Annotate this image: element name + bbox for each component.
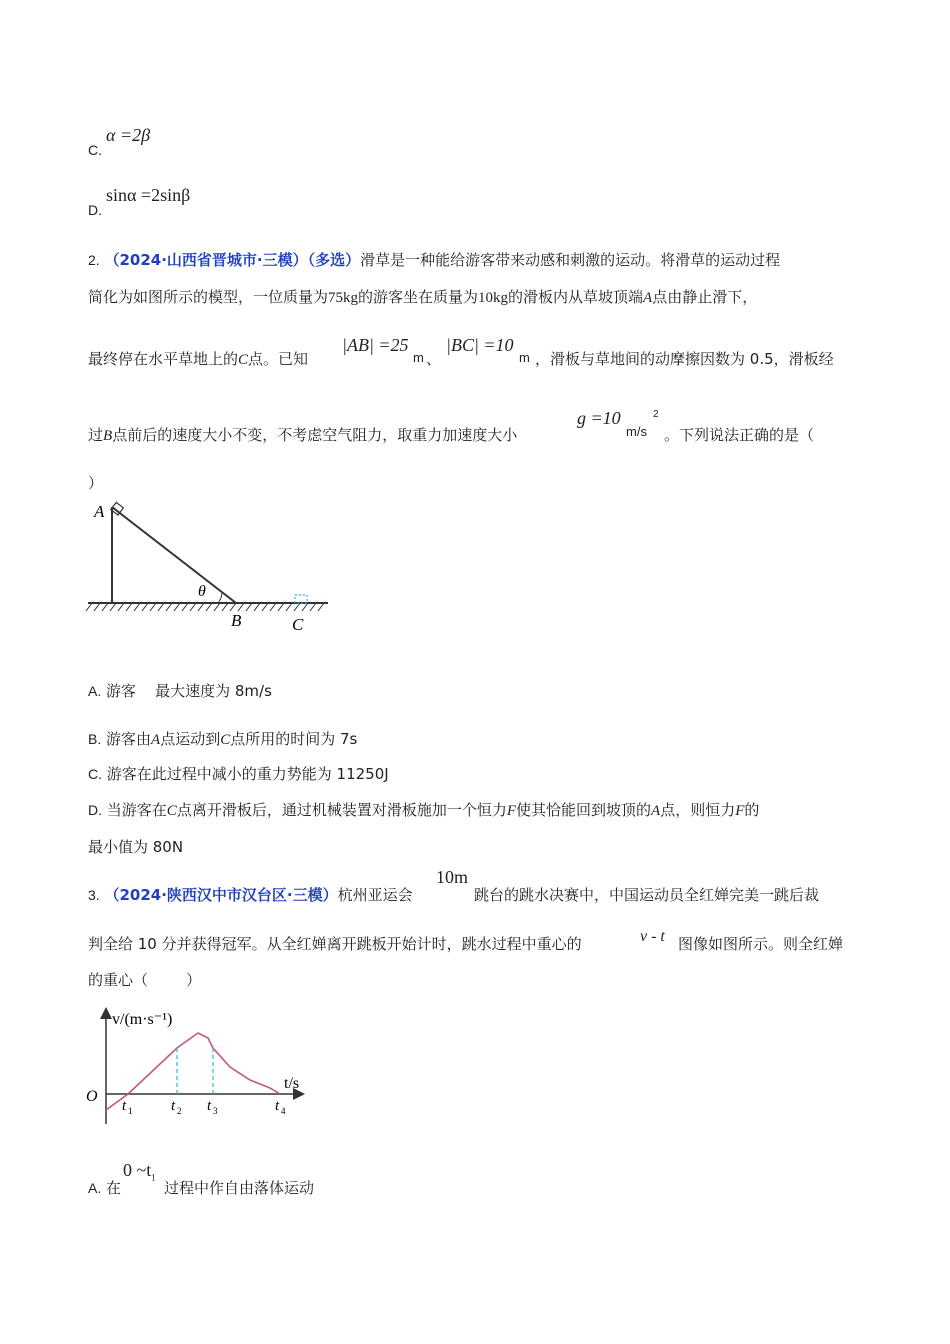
velocity-curve bbox=[106, 1033, 280, 1110]
interval-sub: 1 bbox=[151, 1172, 156, 1183]
label-b: B bbox=[231, 611, 242, 630]
x-axis-label: t/s bbox=[284, 1075, 300, 1092]
unit-g-exponent: 2 bbox=[653, 409, 659, 420]
text-span: C bbox=[166, 803, 177, 819]
question-2-line-4-text bbox=[88, 424, 517, 445]
slope-line bbox=[112, 507, 236, 603]
question-2-line-2 bbox=[88, 286, 757, 307]
option-label: A. bbox=[88, 683, 102, 699]
tick-t2-sub: 2 bbox=[177, 1106, 182, 1116]
tick-t1-sub: 1 bbox=[128, 1106, 133, 1116]
option-d-continuation: 最小值为 80N bbox=[88, 838, 184, 856]
question-3-line-2-head: 判全给 10 分并获得冠军。从全红婵离开跳板开始计时，跳水过程中重心的 bbox=[88, 935, 582, 953]
text-span: 点离开滑板后，通过机械装置对滑板施加一个恒力 bbox=[176, 801, 507, 819]
text-span: F bbox=[735, 803, 745, 819]
question-number: 3. bbox=[88, 887, 100, 903]
text-span: 最终停在水平草地上的 bbox=[88, 350, 239, 368]
label-a: A bbox=[94, 502, 105, 521]
question-2-line-3-text bbox=[88, 348, 308, 369]
y-axis-label: v/(m·s⁻¹) bbox=[112, 1011, 173, 1028]
incline-figure bbox=[80, 495, 340, 640]
separator: 、 bbox=[426, 350, 442, 368]
text-span: 杭州亚运会 bbox=[337, 886, 413, 904]
question-2-line-5: ） bbox=[88, 474, 104, 492]
text-span: B bbox=[103, 428, 113, 444]
g-formula: g =10 bbox=[577, 408, 621, 428]
ground-hatching bbox=[86, 603, 324, 611]
text-span: 点。已知 bbox=[248, 350, 309, 368]
question-3-line-1-head bbox=[88, 884, 413, 905]
tick-t2: t bbox=[171, 1098, 176, 1114]
option-text: 游客在此过程中减小的重力势能为 11250J bbox=[106, 765, 389, 783]
question-number: 2. bbox=[88, 252, 100, 268]
q3-option-a-head[interactable] bbox=[88, 1177, 121, 1198]
question-2-line-4-tail: 。下列说法正确的是（ bbox=[664, 426, 815, 444]
text-span: 过 bbox=[88, 426, 104, 444]
angle-arc bbox=[218, 592, 222, 603]
option-label: D. bbox=[88, 802, 102, 818]
label-c: C bbox=[292, 615, 304, 634]
text-span: 的游客坐在质量为 bbox=[358, 288, 479, 306]
question-2-line-3-tail: ，滑板与草地间的动摩擦因数为 0.5，滑板经 bbox=[535, 350, 834, 368]
option-c[interactable] bbox=[88, 763, 389, 784]
text-span: 使其恰能回到坡顶的 bbox=[516, 801, 652, 819]
tick-t4-sub: 4 bbox=[281, 1106, 286, 1116]
text-span: 点，则恒力 bbox=[660, 801, 736, 819]
text-span: C bbox=[238, 352, 249, 368]
position-c-marker bbox=[295, 595, 307, 603]
question-source: （2024·陕西汉中市汉台区·三模） bbox=[104, 886, 338, 904]
unit-g: m/s bbox=[626, 424, 647, 439]
option-d-formula: sinα =2sinβ bbox=[106, 185, 191, 205]
text-span: 简化为如图所示的模型，一位质量为 bbox=[88, 288, 329, 306]
interval-text: 0 ~t bbox=[123, 1160, 152, 1180]
text-span: C bbox=[220, 732, 231, 748]
question-3-line-2-tail: 图像如图所示。则全红婵 bbox=[678, 935, 844, 953]
text-span: 在 bbox=[106, 1179, 122, 1197]
option-text: 游客 最大速度为 8m/s bbox=[106, 682, 272, 700]
interval-formula bbox=[123, 1160, 156, 1183]
vt-graph bbox=[80, 1000, 320, 1130]
option-a[interactable] bbox=[88, 680, 272, 701]
height-formula: 10m bbox=[436, 867, 469, 887]
tick-t3: t bbox=[207, 1098, 212, 1114]
question-text: 滑草是一种能给游客带来动感和刺激的运动。将滑草的运动过程 bbox=[360, 251, 781, 269]
option-label: A. bbox=[88, 1180, 102, 1196]
question-3-line-1-tail: 跳台的跳水决赛中，中国运动员全红婵完美一跳后裁 bbox=[474, 886, 820, 904]
text-span: 当游客在 bbox=[106, 801, 167, 819]
bc-formula: |BC| =10 bbox=[446, 335, 514, 355]
text-span: 75kg bbox=[328, 290, 359, 306]
ab-formula: |AB| =25 bbox=[342, 335, 409, 355]
option-d-label: D. bbox=[88, 202, 102, 218]
option-c-label: C. bbox=[88, 142, 102, 158]
text-span: 游客由 bbox=[106, 730, 152, 748]
text-span: A bbox=[643, 290, 653, 306]
question-3-line-3: 的重心（ ） bbox=[88, 971, 202, 989]
tick-t1: t bbox=[122, 1098, 127, 1114]
text-span: 10kg bbox=[478, 290, 509, 306]
unit-m: m bbox=[413, 350, 424, 365]
text-span: 的 bbox=[744, 801, 760, 819]
text-span: A bbox=[651, 803, 661, 819]
question-2-line-1 bbox=[88, 249, 780, 270]
unit-m: m bbox=[519, 350, 530, 365]
option-label: C. bbox=[88, 766, 102, 782]
tick-t3-sub: 3 bbox=[213, 1106, 218, 1116]
text-span: F bbox=[506, 803, 516, 819]
option-d[interactable] bbox=[88, 799, 759, 820]
vt-formula: v - t bbox=[640, 928, 665, 945]
text-span: 的滑板内从草坡顶端 bbox=[508, 288, 644, 306]
origin-label: O bbox=[86, 1088, 98, 1105]
option-c-formula: α =2β bbox=[106, 125, 151, 145]
option-label: B. bbox=[88, 731, 102, 747]
text-span: 点运动到 bbox=[160, 730, 221, 748]
question-source: （2024·山西省晋城市·三模）（多选） bbox=[104, 251, 361, 269]
text-span: 点由静止滑下， bbox=[652, 288, 758, 306]
tick-t4: t bbox=[275, 1098, 280, 1114]
q3-option-a-tail: 过程中作自由落体运动 bbox=[164, 1179, 315, 1197]
text-span: 点所用的时间为 7s bbox=[230, 730, 358, 748]
text-span: 点前后的速度大小不变，不考虑空气阻力，取重力加速度大小 bbox=[112, 426, 518, 444]
label-theta: θ bbox=[198, 583, 206, 600]
text-span: A bbox=[151, 732, 161, 748]
option-b[interactable] bbox=[88, 728, 357, 749]
